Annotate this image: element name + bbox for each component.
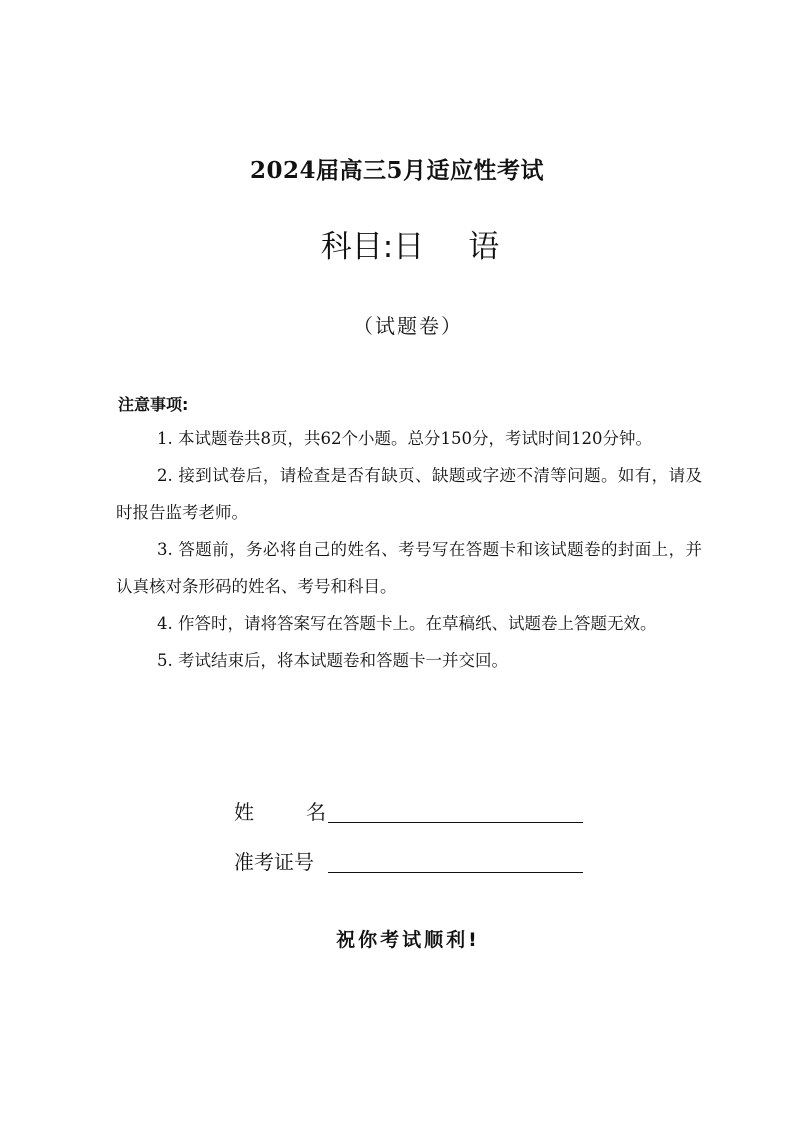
notice-item-1: 1. 本试题卷共8页，共62个小题。总分150分，考试时间120分钟。 bbox=[157, 429, 652, 448]
notice-item-4: 4. 作答时，请将答案写在答题卡上。在草稿纸、试题卷上答题无效。 bbox=[157, 614, 657, 633]
subject-label: 科目:日 bbox=[320, 229, 425, 265]
notice-heading: 注意事项: bbox=[118, 395, 189, 414]
name-write-line[interactable] bbox=[328, 802, 583, 823]
subject-name-rest: 语 bbox=[468, 229, 500, 265]
notice-item-2: 2. 接到试卷后，请检查是否有缺页、缺题或字迹不清等问题。如有，请及时报告监考老师。 bbox=[116, 466, 702, 522]
exam-id-write-line[interactable] bbox=[328, 852, 583, 873]
paper-type-label: （试题卷） bbox=[353, 314, 463, 338]
exam-id-field bbox=[234, 846, 583, 875]
exam-title: 2024届高三5月适应性考试 bbox=[249, 157, 545, 184]
name-field-label bbox=[234, 796, 328, 825]
name-label-part-1: 姓 bbox=[234, 800, 254, 824]
name-label-part-2: 名 bbox=[306, 800, 326, 824]
notice-item-3: 3. 答题前，务必将自己的姓名、考号写在答题卡和该试题卷的封面上，并认真核对条形码的姓名、考号和科目。 bbox=[116, 540, 702, 596]
name-field bbox=[234, 796, 583, 825]
notice-item-5: 5. 考试结束后，将本试题卷和答题卡一并交回。 bbox=[157, 651, 508, 670]
good-luck-message: 祝你考试顺利! bbox=[336, 929, 480, 951]
exam-id-label: 准考证号 bbox=[234, 850, 314, 874]
subject-heading bbox=[0, 221, 794, 266]
notice-list bbox=[116, 420, 702, 679]
